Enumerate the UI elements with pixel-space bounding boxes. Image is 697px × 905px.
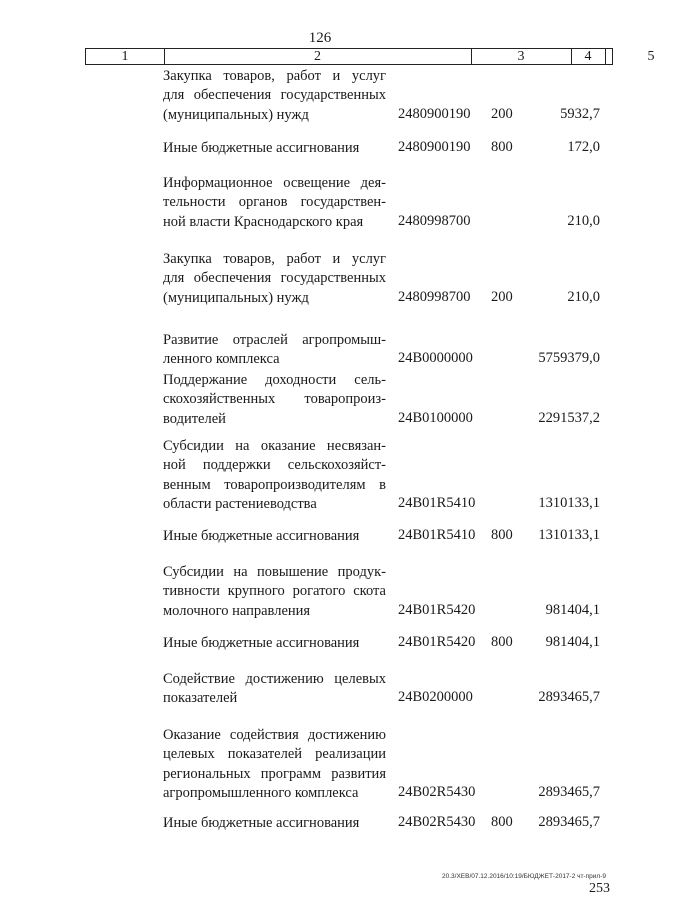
row-amount: 2893465,7 — [538, 814, 600, 830]
header-col-1: 1 — [121, 49, 129, 64]
row-name-line: Иные бюджетные ассигнования — [163, 140, 360, 156]
row-name-line: Иные бюджетные ассигнования — [163, 815, 360, 831]
row-amount: 981404,1 — [545, 634, 600, 650]
row-amount: 210,0 — [567, 288, 600, 305]
row-amount: 2291537,2 — [538, 409, 600, 426]
row-name — [163, 563, 386, 621]
row-name-line: показателей — [163, 690, 238, 707]
row-amount: 172,0 — [567, 139, 600, 155]
row-amount: 5932,7 — [560, 105, 600, 122]
row-code: 24В0100000 — [398, 409, 473, 426]
row-name-line: целевых показателей реализации — [163, 746, 386, 763]
row-name-line: Иные бюджетные ассигнования — [163, 635, 360, 651]
row-code: 2480998700 — [398, 288, 471, 305]
header-col-2: 2 — [314, 49, 321, 64]
row-name-line: ной власти Краснодарского края — [163, 213, 364, 230]
row-code: 24В02R5430 — [398, 784, 476, 801]
row-name-line: молочного направления — [163, 602, 311, 619]
row-name — [163, 527, 386, 546]
footer-page-number: 253 — [589, 881, 610, 896]
row-amount: 2893465,7 — [538, 689, 600, 706]
row-name-line: Оказание содействия достижению — [163, 727, 386, 743]
row-name — [163, 726, 386, 804]
row-name — [163, 67, 386, 125]
row-name-line: Содействие достижению целевых — [163, 671, 386, 687]
row-name-line: ной поддержки сельскохозяйст- — [163, 457, 386, 474]
row-amount: 2893465,7 — [538, 784, 600, 801]
row-name-line: агропромышленного комплекса — [163, 785, 359, 802]
row-name — [163, 174, 386, 232]
row-name-line: ленного комплекса — [163, 351, 280, 368]
row-name-line: Субсидии на оказание несвязан- — [163, 438, 386, 454]
row-name — [163, 139, 386, 158]
row-name-line: венным товаропроизводителям в — [163, 476, 386, 493]
row-code: 24В01R5410 — [398, 495, 476, 512]
row-name — [163, 250, 386, 308]
row-expense-type: 800 — [491, 814, 513, 830]
row-name-line: Субсидии на повышение продук- — [163, 564, 386, 580]
row-name-line: тивности крупного рогатого скота — [163, 583, 386, 600]
footer-document-id: 20.3/ХЕВ/07.12.2016/10:19/БЮДЖЕТ-2017-2 чт-прил-9 — [441, 873, 606, 880]
row-expense-type: 200 — [491, 288, 513, 305]
header-col-3: 3 — [517, 49, 525, 64]
row-amount: 1310133,1 — [538, 527, 600, 543]
row-name — [163, 634, 386, 653]
row-name — [163, 331, 386, 370]
row-amount: 1310133,1 — [538, 495, 600, 512]
row-name-line: Информационное освещение дея- — [163, 175, 386, 191]
header-col-4: 4 — [584, 49, 592, 64]
row-amount: 981404,1 — [545, 601, 600, 618]
row-name — [163, 670, 386, 709]
row-name-line: Закупка товаров, работ и услуг — [163, 68, 386, 84]
row-name-line: Иные бюджетные ассигнования — [163, 528, 360, 544]
row-code: 24В01R5420 — [398, 634, 476, 650]
row-expense-type: 200 — [491, 105, 513, 122]
row-code: 24В0000000 — [398, 350, 473, 367]
row-amount: 210,0 — [567, 212, 600, 229]
row-code: 24В02R5430 — [398, 814, 476, 830]
row-name-line: для обеспечения государственных — [163, 270, 386, 287]
row-name-line: региональных программ развития — [163, 765, 386, 782]
row-code: 2480900190 — [398, 139, 471, 155]
row-expense-type: 800 — [491, 634, 513, 650]
row-amount: 5759379,0 — [538, 350, 600, 367]
row-code: 24В01R5420 — [398, 601, 476, 618]
row-expense-type: 800 — [491, 139, 513, 155]
row-name-line: для обеспечения государственных — [163, 87, 386, 104]
page-number: 126 — [308, 30, 332, 46]
table-header — [85, 48, 655, 65]
row-name-line: (муниципальных) нужд — [163, 106, 309, 123]
row-name-line: водителей — [163, 410, 226, 427]
row-name-line: Поддержание доходности сель- — [163, 372, 386, 388]
row-name-line: тельности органов государствен- — [163, 194, 386, 211]
row-name — [163, 437, 386, 515]
row-name-line: (муниципальных) нужд — [163, 289, 309, 306]
row-name-line: области растениеводства — [163, 496, 317, 513]
row-name-line: Развитие отраслей агропромыш- — [163, 332, 386, 348]
row-expense-type: 800 — [491, 527, 513, 543]
row-code: 24В01R5410 — [398, 527, 476, 543]
row-name — [163, 371, 386, 429]
row-code: 2480900190 — [398, 105, 471, 122]
row-name — [163, 814, 386, 833]
row-name-line: скохозяйственных товаропроиз- — [163, 391, 386, 408]
row-code: 24В0200000 — [398, 689, 473, 706]
row-code: 2480998700 — [398, 212, 471, 229]
row-name-line: Закупка товаров, работ и услуг — [163, 251, 386, 267]
header-col-5: 5 — [647, 49, 655, 64]
